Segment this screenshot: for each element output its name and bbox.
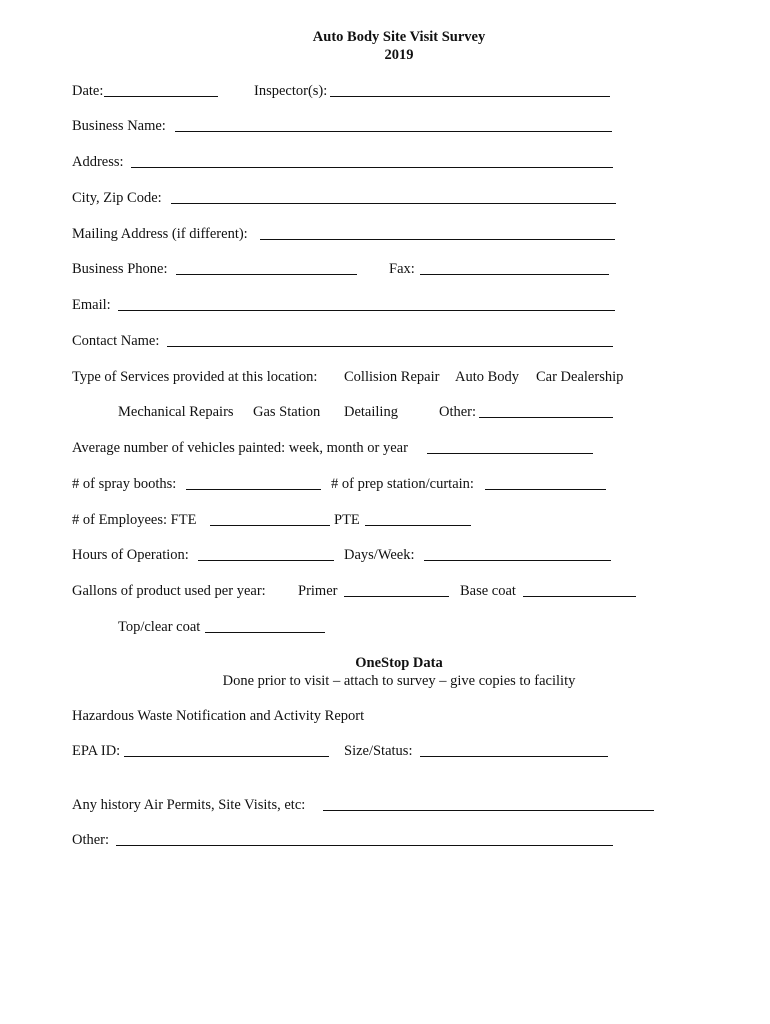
hours-label: Hours of Operation: [72, 547, 189, 563]
hazardous-waste-label: Hazardous Waste Notification and Activity Report [72, 708, 365, 724]
other-field[interactable] [116, 831, 613, 846]
email-label: Email: [72, 297, 111, 313]
address-label: Address: [72, 154, 124, 170]
days-week-label: Days/Week: [344, 547, 415, 563]
prep-stations-label: # of prep station/curtain: [331, 476, 474, 492]
prep-stations-field[interactable] [485, 475, 606, 490]
hours-field[interactable] [198, 546, 334, 561]
contact-name-field[interactable] [167, 332, 613, 347]
employees-pte-label: PTE [334, 512, 360, 528]
service-option-collision-repair[interactable]: Collision Repair [344, 369, 440, 385]
service-option-detailing[interactable]: Detailing [344, 404, 398, 420]
inspectors-field[interactable] [330, 82, 610, 97]
business-phone-label: Business Phone: [72, 261, 168, 277]
service-option-car-dealership[interactable]: Car Dealership [536, 369, 624, 385]
onestop-title: OneStop Data [355, 655, 443, 671]
date-label: Date: [72, 83, 104, 99]
size-status-label: Size/Status: [344, 743, 413, 759]
spray-booths-field[interactable] [186, 475, 321, 490]
business-name-label: Business Name: [72, 118, 166, 134]
primer-field[interactable] [344, 582, 449, 597]
gallons-label: Gallons of product used per year: [72, 583, 266, 599]
size-status-field[interactable] [420, 742, 608, 757]
other-label: Other: [72, 832, 110, 848]
onestop-subtitle: Done prior to visit – attach to survey – give copies to facility [222, 673, 576, 689]
top-clear-coat-field[interactable] [205, 618, 325, 633]
base-coat-field[interactable] [523, 582, 636, 597]
mailing-address-field[interactable] [260, 225, 615, 240]
date-field[interactable] [104, 82, 218, 97]
spray-booths-label: # of spray booths: [72, 476, 177, 492]
city-zip-label: City, Zip Code: [72, 190, 162, 206]
history-field[interactable] [323, 796, 654, 811]
service-option-auto-body[interactable]: Auto Body [455, 369, 520, 385]
business-phone-field[interactable] [176, 260, 357, 275]
employees-fte-field[interactable] [210, 511, 330, 526]
avg-vehicles-label: Average number of vehicles painted: week, month or year [72, 440, 408, 456]
days-week-field[interactable] [424, 546, 611, 561]
employees-pte-field[interactable] [365, 511, 471, 526]
history-label: Any history Air Permits, Site Visits, etc: [72, 797, 306, 813]
survey-title: Auto Body Site Visit Survey [312, 29, 486, 45]
service-option-mechanical-repairs[interactable]: Mechanical Repairs [118, 404, 234, 420]
employees-fte-label: # of Employees: FTE [72, 512, 197, 528]
services-other-field[interactable] [479, 403, 613, 418]
avg-vehicles-field[interactable] [427, 439, 593, 454]
top-clear-coat-label: Top/clear coat [118, 619, 201, 635]
services-other-label: Other: [439, 404, 477, 420]
email-field[interactable] [118, 296, 615, 311]
epa-id-label: EPA ID: [72, 743, 121, 759]
contact-name-label: Contact Name: [72, 333, 160, 349]
city-zip-field[interactable] [171, 189, 616, 204]
inspectors-label: Inspector(s): [254, 83, 328, 99]
business-name-field[interactable] [175, 117, 612, 132]
primer-label: Primer [298, 583, 338, 599]
mailing-address-label: Mailing Address (if different): [72, 226, 248, 242]
service-option-gas-station[interactable]: Gas Station [253, 404, 321, 420]
services-label: Type of Services provided at this location: [72, 369, 318, 385]
survey-year: 2019 [384, 47, 414, 63]
epa-id-field[interactable] [124, 742, 329, 757]
fax-label: Fax: [389, 261, 415, 277]
base-coat-label: Base coat [460, 583, 516, 599]
fax-field[interactable] [420, 260, 609, 275]
address-field[interactable] [131, 153, 613, 168]
